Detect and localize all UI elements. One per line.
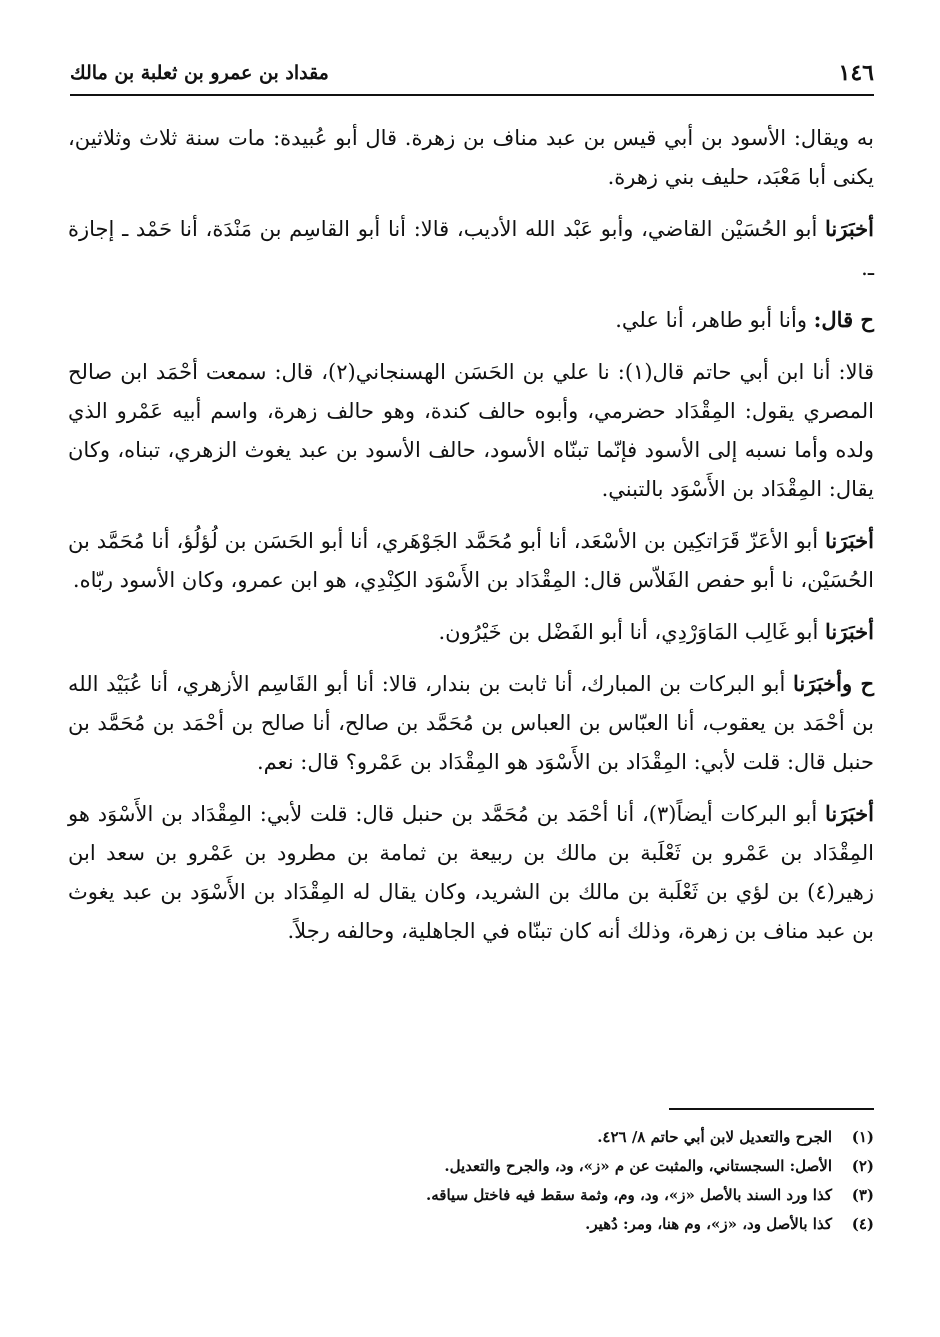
paragraph (68, 352, 874, 509)
paragraph-text: أبو البركات أيضاً(٣)، أنا أحْمَد بن مُحَمَّد بن حنبل قال: قلت لأبي: المِقْدَاد بن الأَسْوَد هو المِقْدَاد بن عَمْرو بن ثَعْلَبة بن مالك بن ربيعة بن ثمامة بن مطرود بن عَمْرو بن سعد ابن زهير(٤) بن لؤي بن ثَعْلَبة بن مالك بن الشريد، وكان يقال له المِقْدَاد بن الأَسْوَد بن عبد يغوث بن عبد مناف بن زهرة، وذلك أنه كان تبنّاه في الجاهلية، وحالفه رجلاً. (68, 802, 874, 943)
paragraph-lead: أخبَرَنا (825, 801, 874, 826)
footnote-number: (٢) (851, 1157, 874, 1175)
paragraph-lead: أخبَرَنا (825, 216, 874, 241)
paragraph-text: أبو البركات بن المبارك، أنا ثابت بن بندار، قالا: أنا أبو القَاسِم الأزهري، أنا عُبَيْد الله بن أحْمَد بن يعقوب، أنا العبّاس بن العباس بن مُحَمَّد بن صالح، أنا صالح بن أحْمَد بن مُحَمَّد بن حنبل قال: قلت لأبي: المِقْدَاد بن الأَسْوَد هو المِقْدَاد بن عَمْرو؟ قال: نعم. (68, 672, 874, 774)
paragraph-text: أبو غَالِب المَاوَرْدِي، أنا أبو الفَضْل بن خَيْرُون. (438, 620, 819, 644)
paragraph-lead: أخبَرَنا (825, 528, 874, 553)
footnote-number: (١) (851, 1128, 874, 1146)
footnote-text: الجرح والتعديل لابن أبي حاتم ٨/ ٤٢٦. (597, 1128, 832, 1146)
footnote-number: (٣) (851, 1186, 874, 1204)
footnote-text: الأصل: السجستاني، والمثبت عن م «ز»، ود، والجرح والتعديل. (444, 1157, 832, 1175)
paragraph-lead: ح قال: (813, 307, 874, 332)
paragraph-lead: أخبَرَنا (825, 619, 874, 644)
paragraph-text: أبو الحُسَيْن القاضي، وأبو عَبْد الله الأديب، قالا: أنا أبو القاسِم بن مَنْدَة، أنا حَمْد ـ إجازة ـ. (68, 217, 874, 280)
footnote (68, 1181, 874, 1210)
footnote (68, 1210, 874, 1239)
paragraph-text: قالا: أنا ابن أبي حاتم قال(١): نا علي بن الحَسَن الهسنجاني(٢)، قال: سمعت أحْمَد ابن صالح المصري يقول: المِقْدَاد حضرمي، وأبوه حالف كندة، وهو حالف زهرة، واسم أبيه عَمْرو الذي ولده وأما نسبه إلى الأسود فإنّما تبنّاه الأسود، حالف الأسود بن عبد يغوث الزهري، تبناه، وكان يقال: المِقْدَاد بن الأَسْوَد بالتبني. (68, 360, 874, 501)
paragraph-text: أبو الأعَزّ قَرَاتكِين بن الأسْعَد، أنا أبو مُحَمَّد الجَوْهَري، أنا أبو الحَسَن بن لُؤلُؤ، أنا مُحَمَّد بن الحُسَيْن، نا أبو حفص الفَلاّس قال: المِقْدَاد بن الأَسْوَد الكِنْدِي، هو ابن عمرو، وكان الأسود ربّاه. (68, 529, 874, 592)
main-text (68, 118, 874, 963)
paragraph (68, 521, 874, 600)
paragraph-lead: ح وأخبَرَنا (793, 671, 874, 696)
footnote-text: كذا بالأصل ود، «ز»، وم هنا، ومر: دُهير. (585, 1215, 832, 1233)
page-number: ١٤٦ (838, 60, 874, 86)
paragraph (68, 612, 874, 652)
paragraph (68, 794, 874, 951)
footnote (68, 1152, 874, 1181)
footnote-number: (٤) (851, 1215, 874, 1233)
paragraph-text: وأنا أبو طاهر، أنا علي. (615, 308, 807, 332)
footnote-text: كذا ورد السند بالأصل «ز»، ود، وم، وثمة سقط فيه فاختل سياقه. (426, 1186, 832, 1204)
paragraph (68, 118, 874, 197)
paragraph (68, 300, 874, 340)
paragraph-text: به ويقال: الأسود بن أبي قيس بن عبد مناف بن زهرة. قال أبو عُبيدة: مات سنة ثلاث وثلاثين، يكنى أبا مَعْبَد، حليف بني زهرة. (68, 126, 874, 189)
running-title: مقداد بن عمرو بن ثعلبة بن مالك (70, 62, 329, 84)
paragraph (68, 664, 874, 782)
footnotes (68, 1123, 874, 1239)
footnote (68, 1123, 874, 1152)
page-header (70, 52, 874, 96)
footnote-divider (669, 1108, 874, 1110)
paragraph (68, 209, 874, 288)
